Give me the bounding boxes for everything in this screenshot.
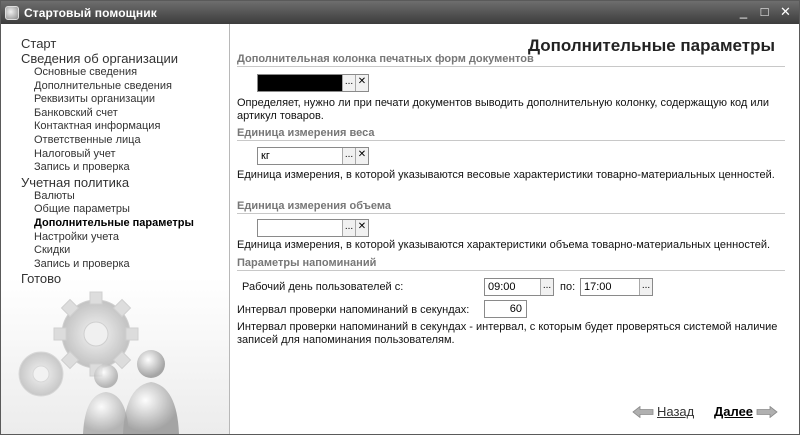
interval-input[interactable]: 60 — [484, 300, 527, 318]
volume-unit-clear-button[interactable]: ✕ — [355, 220, 368, 236]
volume-unit-value[interactable] — [258, 220, 342, 236]
workday-start-select-button[interactable]: ... — [540, 279, 553, 295]
back-label: Назад — [657, 404, 695, 419]
workday-end-value[interactable]: 17:00 — [584, 281, 612, 293]
volume-unit-field[interactable] — [257, 219, 369, 237]
sidebar-item-basic-info[interactable]: Основные сведения — [34, 66, 138, 78]
sidebar-item-accounting-settings[interactable]: Настройки учета — [34, 230, 120, 243]
section-weight-unit: Единица измерения веса — [237, 127, 785, 141]
workday-start-field[interactable] — [484, 278, 554, 296]
sidebar-item-responsible[interactable]: Ответственные лица — [34, 133, 141, 146]
section-volume-unit: Единица измерения объема — [237, 200, 785, 214]
sidebar-item-bank-account[interactable]: Банковский счет — [34, 106, 118, 119]
volume-unit-select-button[interactable]: ... — [342, 220, 355, 236]
next-label: Далее — [714, 404, 754, 419]
window-title: Стартовый помощник — [24, 5, 157, 20]
next-button[interactable] — [714, 404, 778, 419]
weight-unit-clear-button[interactable]: ✕ — [355, 148, 368, 164]
sidebar-item-accounting-policy[interactable]: Учетная политика — [21, 174, 130, 190]
sidebar-item-save-check-2[interactable]: Запись и проверка — [34, 257, 130, 270]
maximize-icon[interactable]: □ — [760, 4, 769, 19]
sidebar-item-done[interactable]: Готово — [21, 271, 62, 287]
minimize-icon[interactable]: _ — [739, 4, 748, 19]
sidebar-item-additional-info[interactable]: Дополнительные сведения — [34, 79, 172, 92]
section-reminders: Параметры напоминаний — [237, 257, 785, 271]
app-icon — [5, 6, 19, 20]
sidebar-item-general-params[interactable]: Общие параметры — [34, 203, 130, 216]
sidebar-item-tax[interactable]: Налоговый учет — [34, 147, 116, 160]
workday-to-label: по: — [560, 281, 576, 293]
extra-column-description: Определяет, нужно ли при печати документов выводить дополнительную колонку, содержащую код или артикул товаров. — [237, 97, 770, 122]
extra-column-field[interactable] — [257, 74, 369, 92]
close-icon[interactable]: ✕ — [780, 4, 791, 19]
sidebar-item-organization[interactable]: Сведения об организации — [21, 51, 179, 66]
workday-end-select-button[interactable]: ... — [639, 279, 652, 295]
weight-unit-value[interactable]: кг — [261, 150, 270, 162]
sidebar-item-start[interactable]: Старт — [21, 36, 57, 51]
sidebar-item-save-check-1[interactable]: Запись и проверка — [34, 161, 130, 174]
extra-column-clear-button[interactable]: ✕ — [355, 75, 368, 91]
weight-unit-select-button[interactable]: ... — [342, 148, 355, 164]
arrow-right-icon — [756, 406, 778, 418]
sidebar-item-discounts[interactable]: Скидки — [34, 244, 71, 257]
workday-end-field[interactable] — [580, 278, 653, 296]
weight-unit-field[interactable] — [257, 147, 369, 165]
sidebar — [1, 24, 230, 434]
sidebar-nav — [21, 36, 194, 286]
sidebar-item-org-details[interactable]: Реквизиты организации — [34, 93, 156, 106]
workday-label: Рабочий день пользователей с: — [242, 281, 404, 293]
sidebar-item-contacts[interactable]: Контактная информация — [34, 120, 161, 133]
main-panel — [230, 24, 799, 434]
sidebar-item-currencies[interactable]: Валюты — [34, 189, 75, 202]
interval-label: Интервал проверки напоминаний в секундах: — [237, 304, 470, 316]
interval-description: Интервал проверки напоминаний в секундах - интервал, с которым будет проверяться системой наличие записей для напоминания пользователям. — [237, 321, 778, 346]
page-title: Дополнительные параметры — [527, 36, 775, 55]
sidebar-item-additional-params[interactable]: Дополнительные параметры — [34, 216, 194, 229]
volume-unit-description: Единица измерения, в которой указываются характеристики объема товарно-материальных ценностей. — [237, 239, 771, 251]
workday-start-value[interactable]: 09:00 — [488, 281, 516, 293]
arrow-left-icon — [632, 406, 654, 418]
extra-column-value[interactable] — [258, 75, 342, 91]
extra-column-select-button[interactable]: ... — [342, 75, 355, 91]
title-bar[interactable] — [1, 1, 799, 24]
section-extra-column: Дополнительная колонка печатных форм документов — [237, 53, 785, 67]
weight-unit-description: Единица измерения, в которой указываются весовые характеристики товарно-материальных ценностей. — [237, 169, 775, 181]
gears-people-icon — [1, 264, 229, 434]
back-button[interactable] — [632, 404, 694, 419]
